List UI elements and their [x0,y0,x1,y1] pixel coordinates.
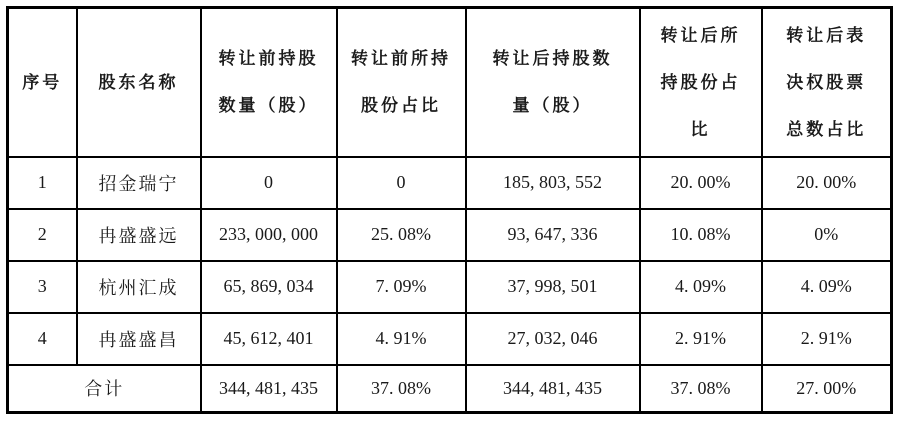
cell-post-transfer-shares: 37, 998, 501 [466,261,640,313]
header-text: 转让前所持 [351,49,451,69]
header-text: 持股份占 [660,72,741,92]
cell-shareholder-name: 冉盛盛昌 [77,313,201,365]
col-header-post-transfer-shares [466,8,640,157]
cell-pre-transfer-ratio: 25. 08% [337,209,466,261]
cell-pre-transfer-ratio-total: 37. 08% [337,365,466,413]
cell-post-transfer-ratio: 20. 00% [640,157,762,209]
header-text: 转让后表 [786,25,867,45]
cell-seq: 2 [8,209,77,261]
col-header-seq [8,8,77,157]
cell-pre-transfer-shares-total: 344, 481, 435 [201,365,337,413]
header-text: 决权股票 [786,72,867,92]
table-row [8,261,892,313]
header-row [8,8,892,157]
cell-voting-ratio-total: 27. 00% [762,365,892,413]
cell-seq: 1 [8,157,77,209]
header-text: 股份占比 [361,96,441,116]
cell-post-transfer-shares: 27, 032, 046 [466,313,640,365]
cell-post-transfer-ratio: 2. 91% [640,313,762,365]
cell-pre-transfer-shares: 233, 000, 000 [201,209,337,261]
cell-voting-ratio: 0% [762,209,892,261]
header-text: 转让前持股 [218,49,319,69]
col-header-shareholder-name [77,8,201,157]
table-row [8,209,892,261]
header-text: 数量（股） [218,96,319,116]
cell-pre-transfer-ratio: 7. 09% [337,261,466,313]
table-row [8,157,892,209]
header-text: 总数占比 [786,119,867,139]
header-text: 序号 [22,72,63,92]
cell-voting-ratio: 2. 91% [762,313,892,365]
cell-pre-transfer-ratio: 0 [337,157,466,209]
header-text: 股东名称 [98,72,179,92]
cell-post-transfer-shares: 93, 647, 336 [466,209,640,261]
cell-voting-ratio: 4. 09% [762,261,892,313]
cell-post-transfer-shares-total: 344, 481, 435 [466,365,640,413]
cell-shareholder-name: 冉盛盛远 [77,209,201,261]
header-text: 比 [690,119,711,139]
shareholding-table [6,6,893,414]
table-row [8,313,892,365]
cell-shareholder-name: 杭州汇成 [77,261,201,313]
cell-seq: 3 [8,261,77,313]
table-header [8,8,892,157]
cell-seq: 4 [8,313,77,365]
cell-post-transfer-ratio-total: 37. 08% [640,365,762,413]
total-row [8,365,892,413]
col-header-post-transfer-ratio [640,8,762,157]
cell-pre-transfer-shares: 45, 612, 401 [201,313,337,365]
cell-pre-transfer-ratio: 4. 91% [337,313,466,365]
header-text: 量（股） [512,96,593,116]
header-text: 转让后所 [660,25,741,45]
cell-post-transfer-ratio: 4. 09% [640,261,762,313]
col-header-pre-transfer-ratio [337,8,466,157]
table-body [8,157,892,413]
cell-total-label: 合计 [8,365,201,413]
cell-pre-transfer-shares: 65, 869, 034 [201,261,337,313]
col-header-post-transfer-voting-ratio [762,8,892,157]
cell-post-transfer-shares: 185, 803, 552 [466,157,640,209]
cell-voting-ratio: 20. 00% [762,157,892,209]
cell-pre-transfer-shares: 0 [201,157,337,209]
header-text: 转让后持股数 [492,49,613,69]
col-header-pre-transfer-shares [201,8,337,157]
cell-shareholder-name: 招金瑞宁 [77,157,201,209]
cell-post-transfer-ratio: 10. 08% [640,209,762,261]
